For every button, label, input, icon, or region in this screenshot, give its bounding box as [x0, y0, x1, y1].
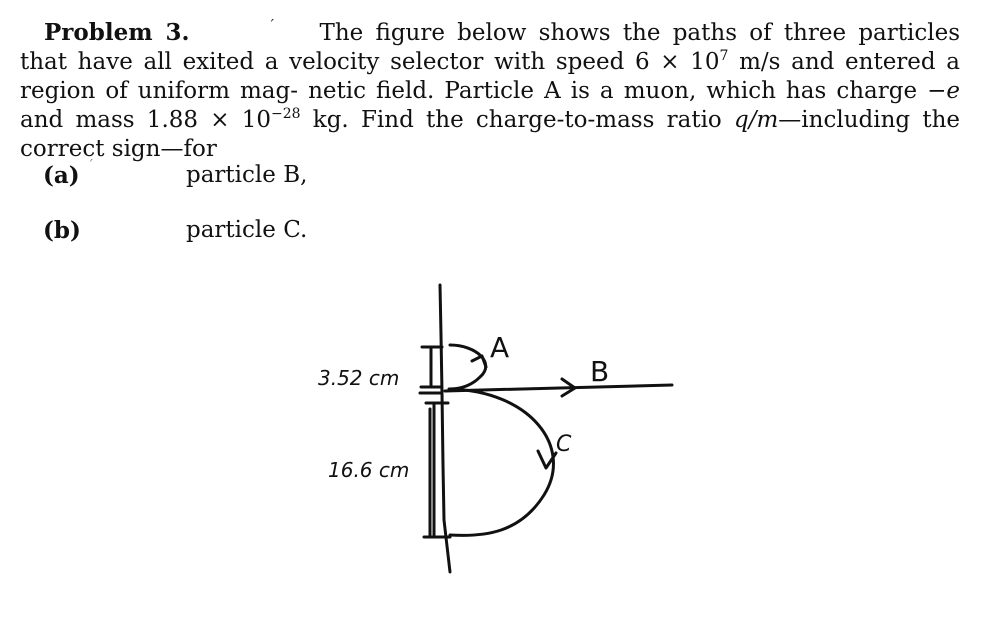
lower-dimension-label: 16.6 cm [328, 458, 410, 482]
problem-line-4a: charge-to-mass ratio [475, 107, 734, 133]
upper-dimension-bracket [420, 347, 442, 393]
part-a-label: (a) [43, 162, 80, 189]
path-a-arrowhead [472, 356, 486, 367]
path-a-arc [449, 345, 486, 389]
ratio-symbol: q/m [734, 107, 779, 133]
part-b-text: particle C. [186, 217, 308, 243]
particle-paths-figure [300, 265, 675, 580]
problem-statement: ˊ Problem 3. The figure below shows the paths of three particles that have all exited a velocity selector with speed $6 \times 10^7$ m/s and entered a region of uniform mag- netic field. Particle A is a muon, which has charge −e and mass $1.88 \times 10^{-28}$ kg. Find the charge-to-mass ratio q/m—including the correct sign—for [20, 18, 961, 162]
part-b-label: (b) [43, 217, 81, 244]
speed-exponent: 7 [719, 48, 729, 64]
vertical-line [440, 285, 450, 572]
label-c: C [556, 432, 572, 457]
problem-line-3c: kg. Find the [300, 107, 464, 133]
path-b-line [445, 385, 672, 391]
problem-line-3b: and mass 1.88 × 10 [20, 107, 271, 133]
lower-dimension-bracket [424, 403, 450, 537]
charge-symbol: e [946, 78, 960, 104]
problem-line-2a: all exited a velocity selector with speed 6 × 10 [143, 49, 720, 75]
upper-dimension-label: 3.52 cm [318, 366, 400, 390]
part-a-text: particle B, [186, 162, 308, 188]
label-a: A [490, 331, 510, 364]
label-b: B [590, 355, 610, 388]
problem-line-4b: —including the correct sign—for [20, 107, 961, 162]
problem-line-1: The figure below shows the paths of three particles that have [20, 20, 960, 75]
problem-heading: Problem 3. [44, 19, 190, 46]
problem-line-2b: m/s and entered a region of uniform mag- [20, 49, 961, 104]
figure-drawing [300, 265, 675, 580]
problem-line-3a: netic field. Particle A is a muon, which has charge − [308, 78, 947, 104]
path-c-arc [450, 389, 553, 535]
mass-exponent: −28 [271, 106, 301, 122]
